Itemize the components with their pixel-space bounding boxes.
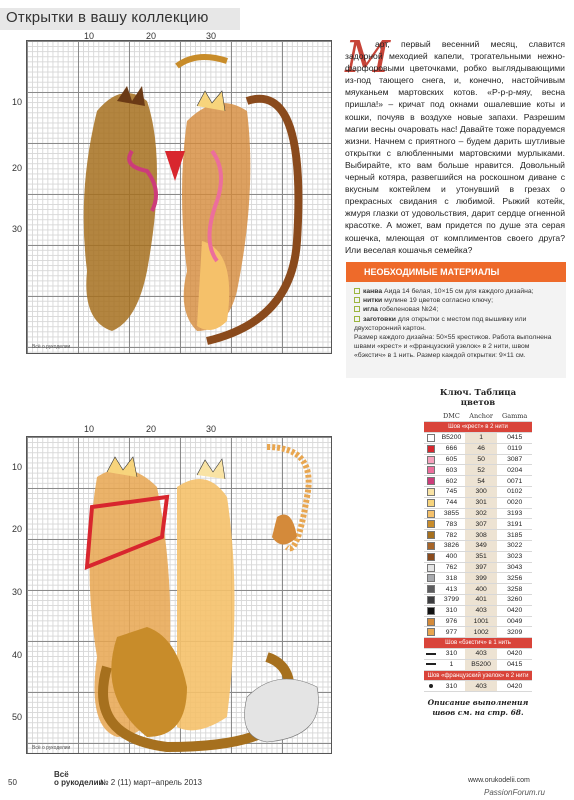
swatch-icon <box>427 553 435 561</box>
symbol-cell <box>424 530 438 541</box>
dmc-cell: 310 <box>438 681 465 692</box>
color-key-row <box>424 476 532 487</box>
dmc-cell: 413 <box>438 584 465 595</box>
article-body <box>345 32 565 256</box>
swatch-icon <box>427 542 435 550</box>
gamma-cell: 3022 <box>497 541 532 552</box>
symbol-cell <box>424 497 438 508</box>
top-x-tick-30: 30 <box>206 31 217 41</box>
checkbox-icon <box>354 297 360 303</box>
gamma-cell: 0420 <box>497 649 532 660</box>
gamma-cell: 0420 <box>497 605 532 616</box>
color-key-row <box>424 659 532 670</box>
swatch-icon <box>427 520 435 528</box>
color-key-body <box>424 422 532 692</box>
symbol-cell <box>424 487 438 498</box>
symbol-cell <box>424 551 438 562</box>
top-y-tick-10: 10 <box>12 97 23 107</box>
gamma-cell: 3256 <box>497 573 532 584</box>
cats-pattern-bottom <box>27 437 333 755</box>
anchor-cell: 308 <box>465 530 497 541</box>
color-key-row <box>424 508 532 519</box>
color-key-row <box>424 465 532 476</box>
swatch-icon <box>427 618 435 626</box>
forum-watermark: PassionForum.ru <box>484 788 545 797</box>
color-key-row <box>424 681 532 692</box>
material-item: игла гобеленовая №24; <box>354 305 560 314</box>
swatch-icon <box>427 488 435 496</box>
anchor-cell: 351 <box>465 551 497 562</box>
gamma-cell: 3258 <box>497 584 532 595</box>
dmc-cell: 745 <box>438 487 465 498</box>
color-key-row <box>424 497 532 508</box>
gamma-cell: 0204 <box>497 465 532 476</box>
swatch-icon <box>427 531 435 539</box>
cats-pattern-top <box>27 41 333 355</box>
color-key-row <box>424 562 532 573</box>
dmc-cell: 3826 <box>438 541 465 552</box>
dmc-cell: B5200 <box>438 433 465 444</box>
gamma-cell: 0119 <box>497 443 532 454</box>
dmc-cell: 310 <box>438 605 465 616</box>
symbol-cell <box>424 616 438 627</box>
cross-stitch-chart-top <box>26 40 332 354</box>
gamma-cell: 3193 <box>497 508 532 519</box>
color-key-row <box>424 530 532 541</box>
gamma-cell: 0415 <box>497 659 532 670</box>
gamma-cell: 0102 <box>497 487 532 498</box>
anchor-cell: 54 <box>465 476 497 487</box>
dmc-cell: 762 <box>438 562 465 573</box>
swatch-icon <box>427 585 435 593</box>
page-number: 50 <box>8 778 17 787</box>
checkbox-icon <box>354 316 360 322</box>
bottom-y-tick-20: 20 <box>12 524 23 534</box>
anchor-cell: 400 <box>465 584 497 595</box>
symbol-cell <box>424 681 438 692</box>
symbol-cell <box>424 476 438 487</box>
top-x-tick-20: 20 <box>146 31 157 41</box>
checkbox-icon <box>354 306 360 312</box>
gamma-header: Gamma <box>497 411 532 422</box>
section-cross-row <box>424 422 532 433</box>
gamma-cell: 3209 <box>497 627 532 638</box>
article-text: арт, первый весенний месяц, славится задорной меходией капели, трогательными нежно-фарфоровыми цветочками, робко выглядывающими из-под тающего снега, и, конечно, настойчивым мяуканьем мартовских котов. «Р-р-р-мяу, весна пришла!» – кричат под окнами ошалевшие коты и кошки, почуяв в воздухе новые запахи. Разрешим магии весны очаровать нас! Давайте тоже порадуемся жизни. Начнем с приятного – будем дарить шутливые открытки с влюбленными мартовскими мурлыками. Выбирайте, кто вам больше нравится. Довольный черный котяра, развегшийся на роскошном диване с вкусным коктейлем и утонувший в грезах о прекрасных свидания с любимой. Рыжий котейк, жмуря глазки от удовольствия, дарит сердце огненной красотке. А может, вам придется по душе эта серая кошечка, млеющая от комплиментов своего друга? Или веселая кошачья семейка? <box>345 39 565 255</box>
anchor-cell: 46 <box>465 443 497 454</box>
dmc-cell: 744 <box>438 497 465 508</box>
symbol-cell <box>424 508 438 519</box>
dmc-cell: 400 <box>438 551 465 562</box>
swatch-icon <box>427 434 435 442</box>
color-key-row <box>424 616 532 627</box>
color-key-row <box>424 443 532 454</box>
symbol-cell <box>424 659 438 670</box>
gamma-cell: 0049 <box>497 616 532 627</box>
swatch-icon <box>427 466 435 474</box>
site-url: www.orukodelii.com <box>468 777 530 784</box>
anchor-header: Anchor <box>465 411 497 422</box>
color-key-row <box>424 454 532 465</box>
materials-title: НЕОБХОДИМЫЕ МАТЕРИАЛЫ <box>346 262 566 282</box>
gamma-cell: 3043 <box>497 562 532 573</box>
symbol-cell <box>424 562 438 573</box>
swatch-icon <box>427 564 435 572</box>
anchor-cell: 52 <box>465 465 497 476</box>
dmc-cell: 602 <box>438 476 465 487</box>
anchor-cell: 307 <box>465 519 497 530</box>
anchor-cell: 301 <box>465 497 497 508</box>
dmc-cell: 1 <box>438 659 465 670</box>
french-knot-icon <box>429 684 433 688</box>
swatch-icon <box>427 628 435 636</box>
color-key-row <box>424 433 532 444</box>
color-key-panel <box>424 388 532 718</box>
color-key-row <box>424 584 532 595</box>
symbol-cell <box>424 465 438 476</box>
checkbox-icon <box>354 288 360 294</box>
materials-list <box>346 282 566 361</box>
page-title: Открытки в вашу коллекцию <box>6 9 209 26</box>
gamma-cell: 0020 <box>497 497 532 508</box>
gamma-cell: 3260 <box>497 595 532 606</box>
color-key-row <box>424 551 532 562</box>
bottom-y-tick-10: 10 <box>12 462 23 472</box>
symbol-cell <box>424 519 438 530</box>
anchor-cell: 403 <box>465 681 497 692</box>
color-key-table <box>424 411 532 692</box>
symbol-header <box>424 411 438 422</box>
gamma-cell: 0420 <box>497 681 532 692</box>
gamma-cell: 3023 <box>497 551 532 562</box>
anchor-cell: 1001 <box>465 616 497 627</box>
gamma-cell: 3087 <box>497 454 532 465</box>
dmc-cell: 603 <box>438 465 465 476</box>
bottom-y-tick-40: 40 <box>12 650 23 660</box>
anchor-cell: 403 <box>465 649 497 660</box>
cross-stitch-chart-bottom <box>26 436 332 754</box>
symbol-cell <box>424 605 438 616</box>
dmc-cell: 976 <box>438 616 465 627</box>
backstitch-line-icon <box>426 653 436 655</box>
anchor-cell: 399 <box>465 573 497 584</box>
anchor-cell: 397 <box>465 562 497 573</box>
symbol-cell <box>424 454 438 465</box>
swatch-icon <box>427 574 435 582</box>
anchor-cell: 300 <box>465 487 497 498</box>
symbol-cell <box>424 573 438 584</box>
anchor-cell: 50 <box>465 454 497 465</box>
color-key-row <box>424 595 532 606</box>
table-header-row <box>424 411 532 422</box>
materials-note: Размер каждого дизайна: 50×55 крестиков. Работа выполнена швами «крест» и «французский узелок» в 2 нити, швом «бэкстич» в 1 нить. Размер каждой открытки: 9×11 см. <box>354 334 552 360</box>
bottom-y-tick-30: 30 <box>12 587 23 597</box>
dmc-cell: 3855 <box>438 508 465 519</box>
symbol-cell <box>424 443 438 454</box>
dmc-cell: 666 <box>438 443 465 454</box>
top-y-tick-20: 20 <box>12 163 23 173</box>
anchor-cell: 1002 <box>465 627 497 638</box>
dmc-cell: 3799 <box>438 595 465 606</box>
anchor-cell: 302 <box>465 508 497 519</box>
color-key-row <box>424 487 532 498</box>
issue-info: № 2 (11) март–апрель 2013 <box>100 778 202 787</box>
swatch-icon <box>427 456 435 464</box>
color-key-row <box>424 649 532 660</box>
color-key-row <box>424 519 532 530</box>
swatch-icon <box>427 445 435 453</box>
top-y-tick-30: 30 <box>12 224 23 234</box>
symbol-cell <box>424 584 438 595</box>
anchor-cell: 403 <box>465 605 497 616</box>
symbol-cell <box>424 433 438 444</box>
swatch-icon <box>427 499 435 507</box>
drop-cap: М <box>345 32 391 83</box>
symbol-cell <box>424 541 438 552</box>
bottom-chart-credit: Всё о рукоделии <box>32 745 71 751</box>
anchor-cell: 349 <box>465 541 497 552</box>
symbol-cell <box>424 627 438 638</box>
symbol-cell <box>424 595 438 606</box>
section-row <box>424 638 532 649</box>
bottom-x-tick-30: 30 <box>206 424 217 434</box>
color-key-row <box>424 541 532 552</box>
material-item: нитки мулине 19 цветов согласно ключу; <box>354 296 560 305</box>
swatch-icon <box>427 607 435 615</box>
anchor-cell: 1 <box>465 433 497 444</box>
dmc-cell: 605 <box>438 454 465 465</box>
section-label: Шов «французский узелок» в 2 нити <box>424 670 532 681</box>
color-key-row <box>424 627 532 638</box>
color-key-row <box>424 605 532 616</box>
color-key-row <box>424 573 532 584</box>
anchor-cell: 401 <box>465 595 497 606</box>
section-label: Шов «бэкстич» в 1 нить <box>424 638 532 649</box>
dmc-cell: 977 <box>438 627 465 638</box>
dmc-cell: 310 <box>438 649 465 660</box>
material-item: канва Аида 14 белая, 10×15 см для каждого дизайна; <box>354 287 560 296</box>
stitch-note: Описание выполнения швов см. на стр. 68. <box>427 698 529 718</box>
section-row <box>424 670 532 681</box>
material-item: заготовки для открытки с местом под вышивку или двухсторонний картон. <box>354 315 527 332</box>
magazine-logo: Всё о рукоделии <box>54 770 104 787</box>
dmc-cell: 318 <box>438 573 465 584</box>
color-key-title: Ключ. Таблица цветов <box>439 388 517 408</box>
symbol-cell <box>424 649 438 660</box>
gamma-cell: 3191 <box>497 519 532 530</box>
swatch-icon <box>427 510 435 518</box>
dmc-header: DMC <box>438 411 465 422</box>
gamma-cell: 0415 <box>497 433 532 444</box>
dmc-cell: 782 <box>438 530 465 541</box>
swatch-icon <box>427 477 435 485</box>
top-chart-credit: Всё о рукоделии <box>32 344 71 350</box>
gamma-cell: 0071 <box>497 476 532 487</box>
top-x-tick-10: 10 <box>84 31 95 41</box>
anchor-cell: B5200 <box>465 659 497 670</box>
swatch-icon <box>427 596 435 604</box>
gamma-cell: 3185 <box>497 530 532 541</box>
dmc-cell: 783 <box>438 519 465 530</box>
bottom-y-tick-50: 50 <box>12 712 23 722</box>
materials-box <box>346 262 566 378</box>
backstitch-line-icon <box>426 663 436 665</box>
bottom-x-tick-20: 20 <box>146 424 157 434</box>
section-cross-label: Шов «крест» в 2 нити <box>424 422 532 433</box>
bottom-x-tick-10: 10 <box>84 424 95 434</box>
